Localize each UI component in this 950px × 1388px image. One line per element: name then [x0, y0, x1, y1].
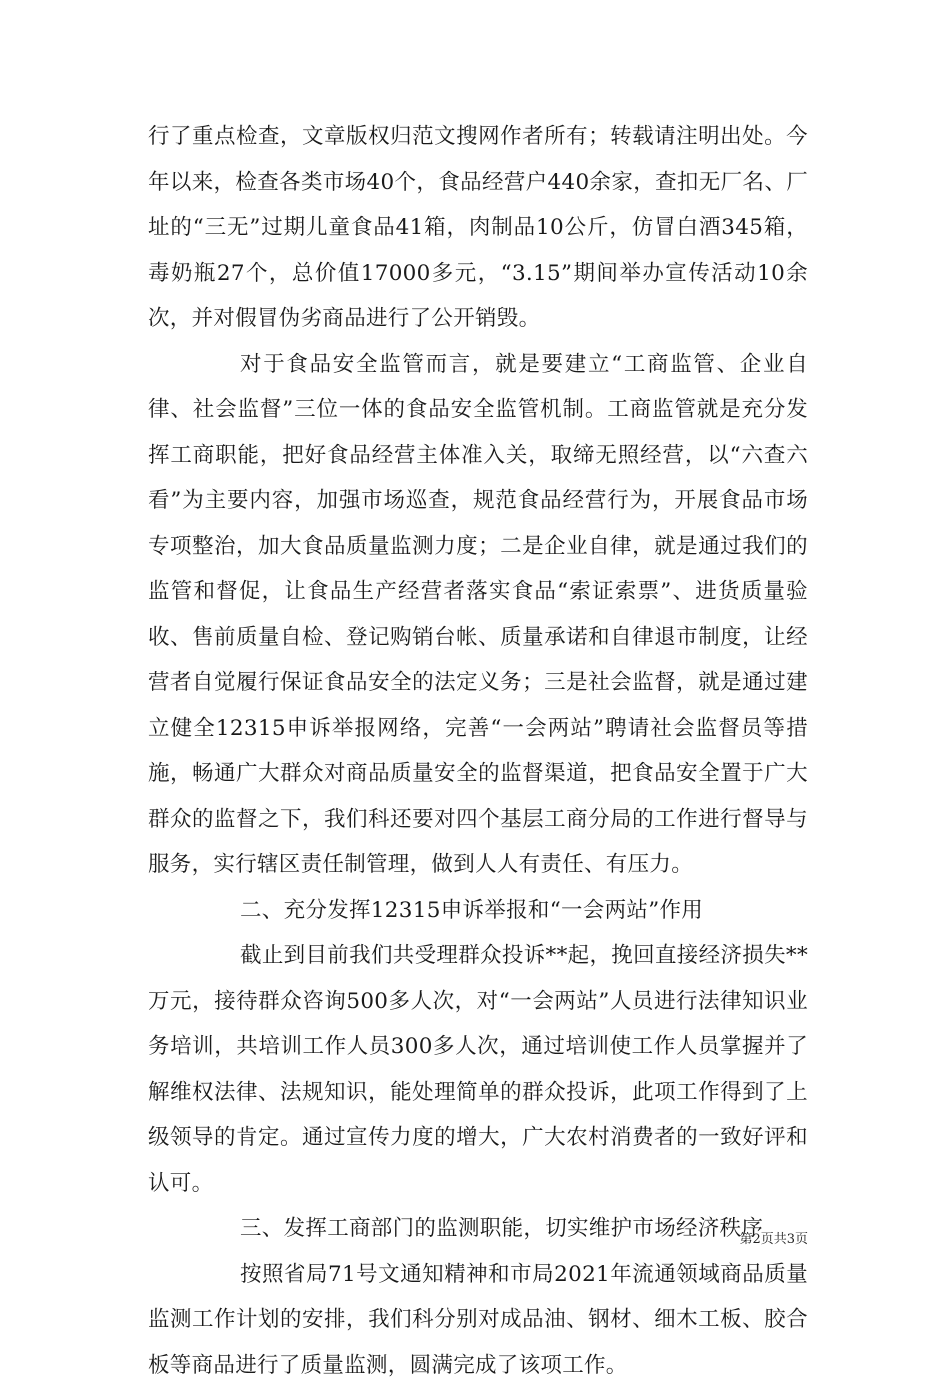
page-number: 第2页共3页 — [0, 1228, 808, 1247]
paragraph-quality-monitoring: 按照省局71号文通知精神和市局2021年流通领域商品质量监测工作计划的安排，我们科分别对成品油、钢材、细木工板、胶合板等商品进行了质量监测，圆满完成了该项工作。 — [148, 1252, 808, 1388]
document-body — [148, 114, 808, 1388]
paragraph-continuation: 行了重点检查，文章版权归范文搜网作者所有；转载请注明出处。今年以来，检查各类市场40个，食品经营户440余家，查扣无厂名、厂址的“三无”过期儿童食品41箱，肉制品10公斤，仿冒白酒345箱，毒奶瓶27个，总价值17000多元，“3.15”期间举办宣传活动10余次，并对假冒伪劣商品进行了公开销毁。 — [148, 114, 808, 342]
paragraph-food-safety-mechanism: 对于食品安全监管而言，就是要建立“工商监管、企业自律、社会监督”三位一体的食品安全监管机制。工商监管就是充分发挥工商职能，把好食品经营主体准入关，取缔无照经营，以“六查六看”为主要内容，加强市场巡查，规范食品经营行为，开展食品市场专项整治，加大食品质量监测力度；二是企业自律，就是通过我们的监管和督促，让食品生产经营者落实食品“索证索票”、进货质量验收、售前质量自检、登记购销台帐、质量承诺和自律退市制度，让经营者自觉履行保证食品安全的法定义务；三是社会监督，就是通过建立健全12315申诉举报网络，完善“一会两站”聘请社会监督员等措施，畅通广大群众对商品质量安全的监督渠道，把食品安全置于广大群众的监督之下，我们科还要对四个基层工商分局的工作进行督导与服务，实行辖区责任制管理，做到人人有责任、有压力。 — [148, 342, 808, 888]
section-heading-monitoring: 三、发挥工商部门的监测职能，切实维护市场经济秩序 — [148, 1206, 808, 1252]
paragraph-complaints: 截止到目前我们共受理群众投诉**起，挽回直接经济损失**万元，接待群众咨询500多人次，对“一会两站”人员进行法律知识业务培训，共培训工作人员300多人次，通过培训使工作人员掌握并了解维权法律、法规知识，能处理简单的群众投诉，此项工作得到了上级领导的肯定。通过宣传力度的增大，广大农村消费者的一致好评和认可。 — [148, 933, 808, 1206]
section-heading-12315: 二、充分发挥12315申诉举报和“一会两站”作用 — [148, 888, 808, 934]
